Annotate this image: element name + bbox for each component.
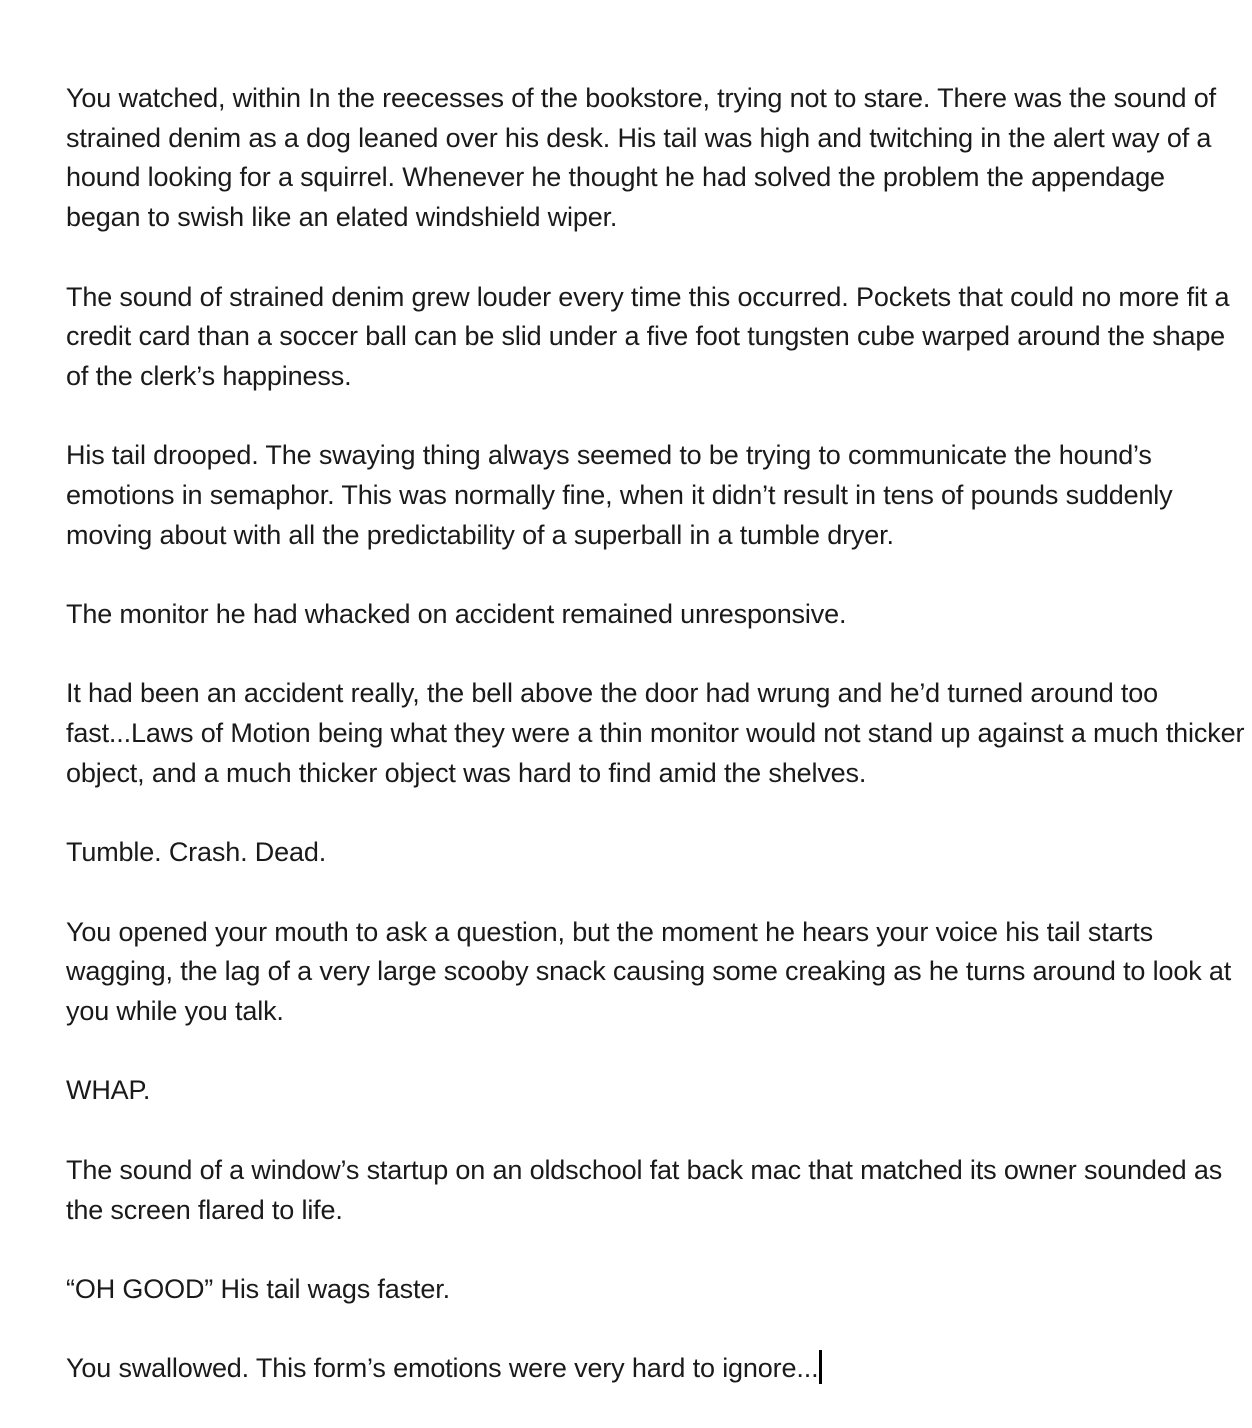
paragraph-7: You opened your mouth to ask a question, but the moment he hears your voice his tail starts wagging, the lag of a very large scooby snack causing some creaking as he turns around to look at you while you talk. <box>66 916 1232 1027</box>
text-cursor <box>819 1350 822 1384</box>
paragraph-2: The sound of strained denim grew louder every time this occurred. Pockets that could no more fit a credit card than a soccer ball can be slid under a five foot tungsten cube warped around the shape of the clerk’s happiness. <box>66 281 1230 391</box>
paragraph-11-text: You swallowed. This form’s emotions were very hard to ignore... <box>66 1353 819 1384</box>
paragraph-5: It had been an accident really, the bell above the door had wrung and he’d turned around too fast...Laws of Motion being what they were a thin monitor would not stand up against a much thicker object, and a much thicker object was hard to find amid the shelves. <box>66 678 1245 788</box>
paragraph-6: Tumble. Crash. Dead. <box>66 837 327 868</box>
paragraph-1: You watched, within In the reecesses of the bookstore, trying not to stare. There was the sound of strained denim as a dog leaned over his desk. His tail was high and twitching in the alert way of a hound looking for a squirrel. Whenever he thought he had solved the problem the appendage began to swish like an elated windshield wiper. <box>66 83 1216 233</box>
paragraph-4: The monitor he had whacked on accident remained unresponsive. <box>66 599 847 630</box>
paragraph-10: “OH GOOD” His tail wags faster. <box>66 1273 450 1304</box>
paragraph-11 <box>66 1349 1246 1389</box>
paragraph-9: The sound of a window’s startup on an oldschool fat back mac that matched its owner sounded as the screen flared to life. <box>66 1154 1223 1225</box>
document-body[interactable] <box>66 79 1246 1389</box>
paragraph-8: WHAP. <box>66 1075 151 1106</box>
paragraph-3: His tail drooped. The swaying thing always seemed to be trying to communicate the hound’s emotions in semaphor. This was normally fine, when it didn’t result in tens of pounds suddenly moving about with all the predictability of a superball in a tumble dryer. <box>66 440 1173 550</box>
